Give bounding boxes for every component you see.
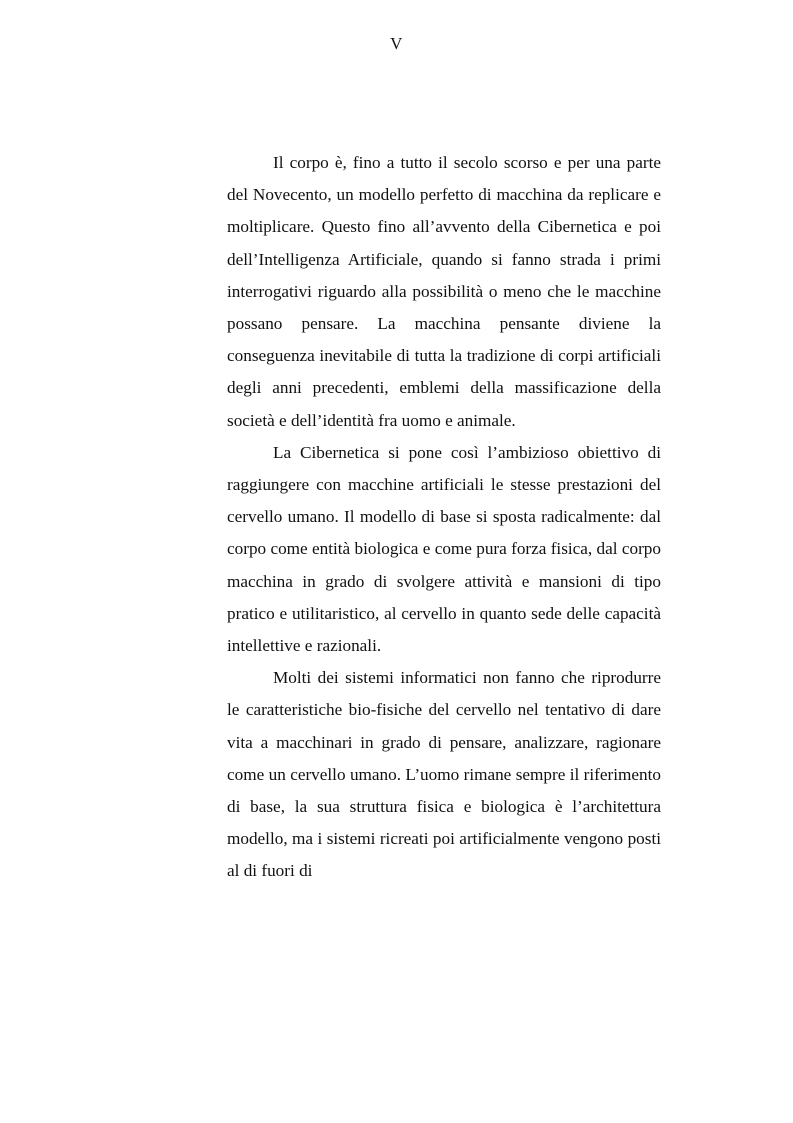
page-number: V — [390, 34, 403, 53]
body-text — [227, 147, 661, 888]
paragraph-2: La Cibernetica si pone così l’ambizioso obiettivo di raggiungere con macchine artificiali le stesse prestazioni del cervello umano. Il modello di base si sposta radicalmente: dal corpo come entità biologica e come pura forza fisica, dal corpo macchina in grado di svolgere attività e mansioni di tipo pratico e utilitaristico, al cervello in quanto sede delle capacità intellettive e razionali. — [227, 442, 661, 656]
paragraph-1: Il corpo è, fino a tutto il secolo scorso e per una parte del Novecento, un modello perfetto di macchina da replicare e moltiplicare. Questo fino all’avvento della Cibernetica e poi dell’Intelligenza Artificiale, quando si fanno strada i primi interrogativi riguardo alla possibilità o meno che le macchine possano pensare. La macchina pensante diviene la conseguenza inevitabile di tutta la tradizione di corpi artificiali degli anni precedenti, emblemi della massificazione della società e dell’identità fra uomo e animale. — [227, 153, 661, 430]
paragraph-3: Molti dei sistemi informatici non fanno che riprodurre le caratteristiche bio-fisiche del cervello nel tentativo di dare vita a macchinari in grado di pensare, analizzare, ragionare come un cervello umano. L’uomo rimane sempre il riferimento di base, la sua struttura fisica e biologica è l’architettura modello, ma i sistemi ricreati poi artificialmente vengono posti al di fuori di — [227, 668, 661, 881]
